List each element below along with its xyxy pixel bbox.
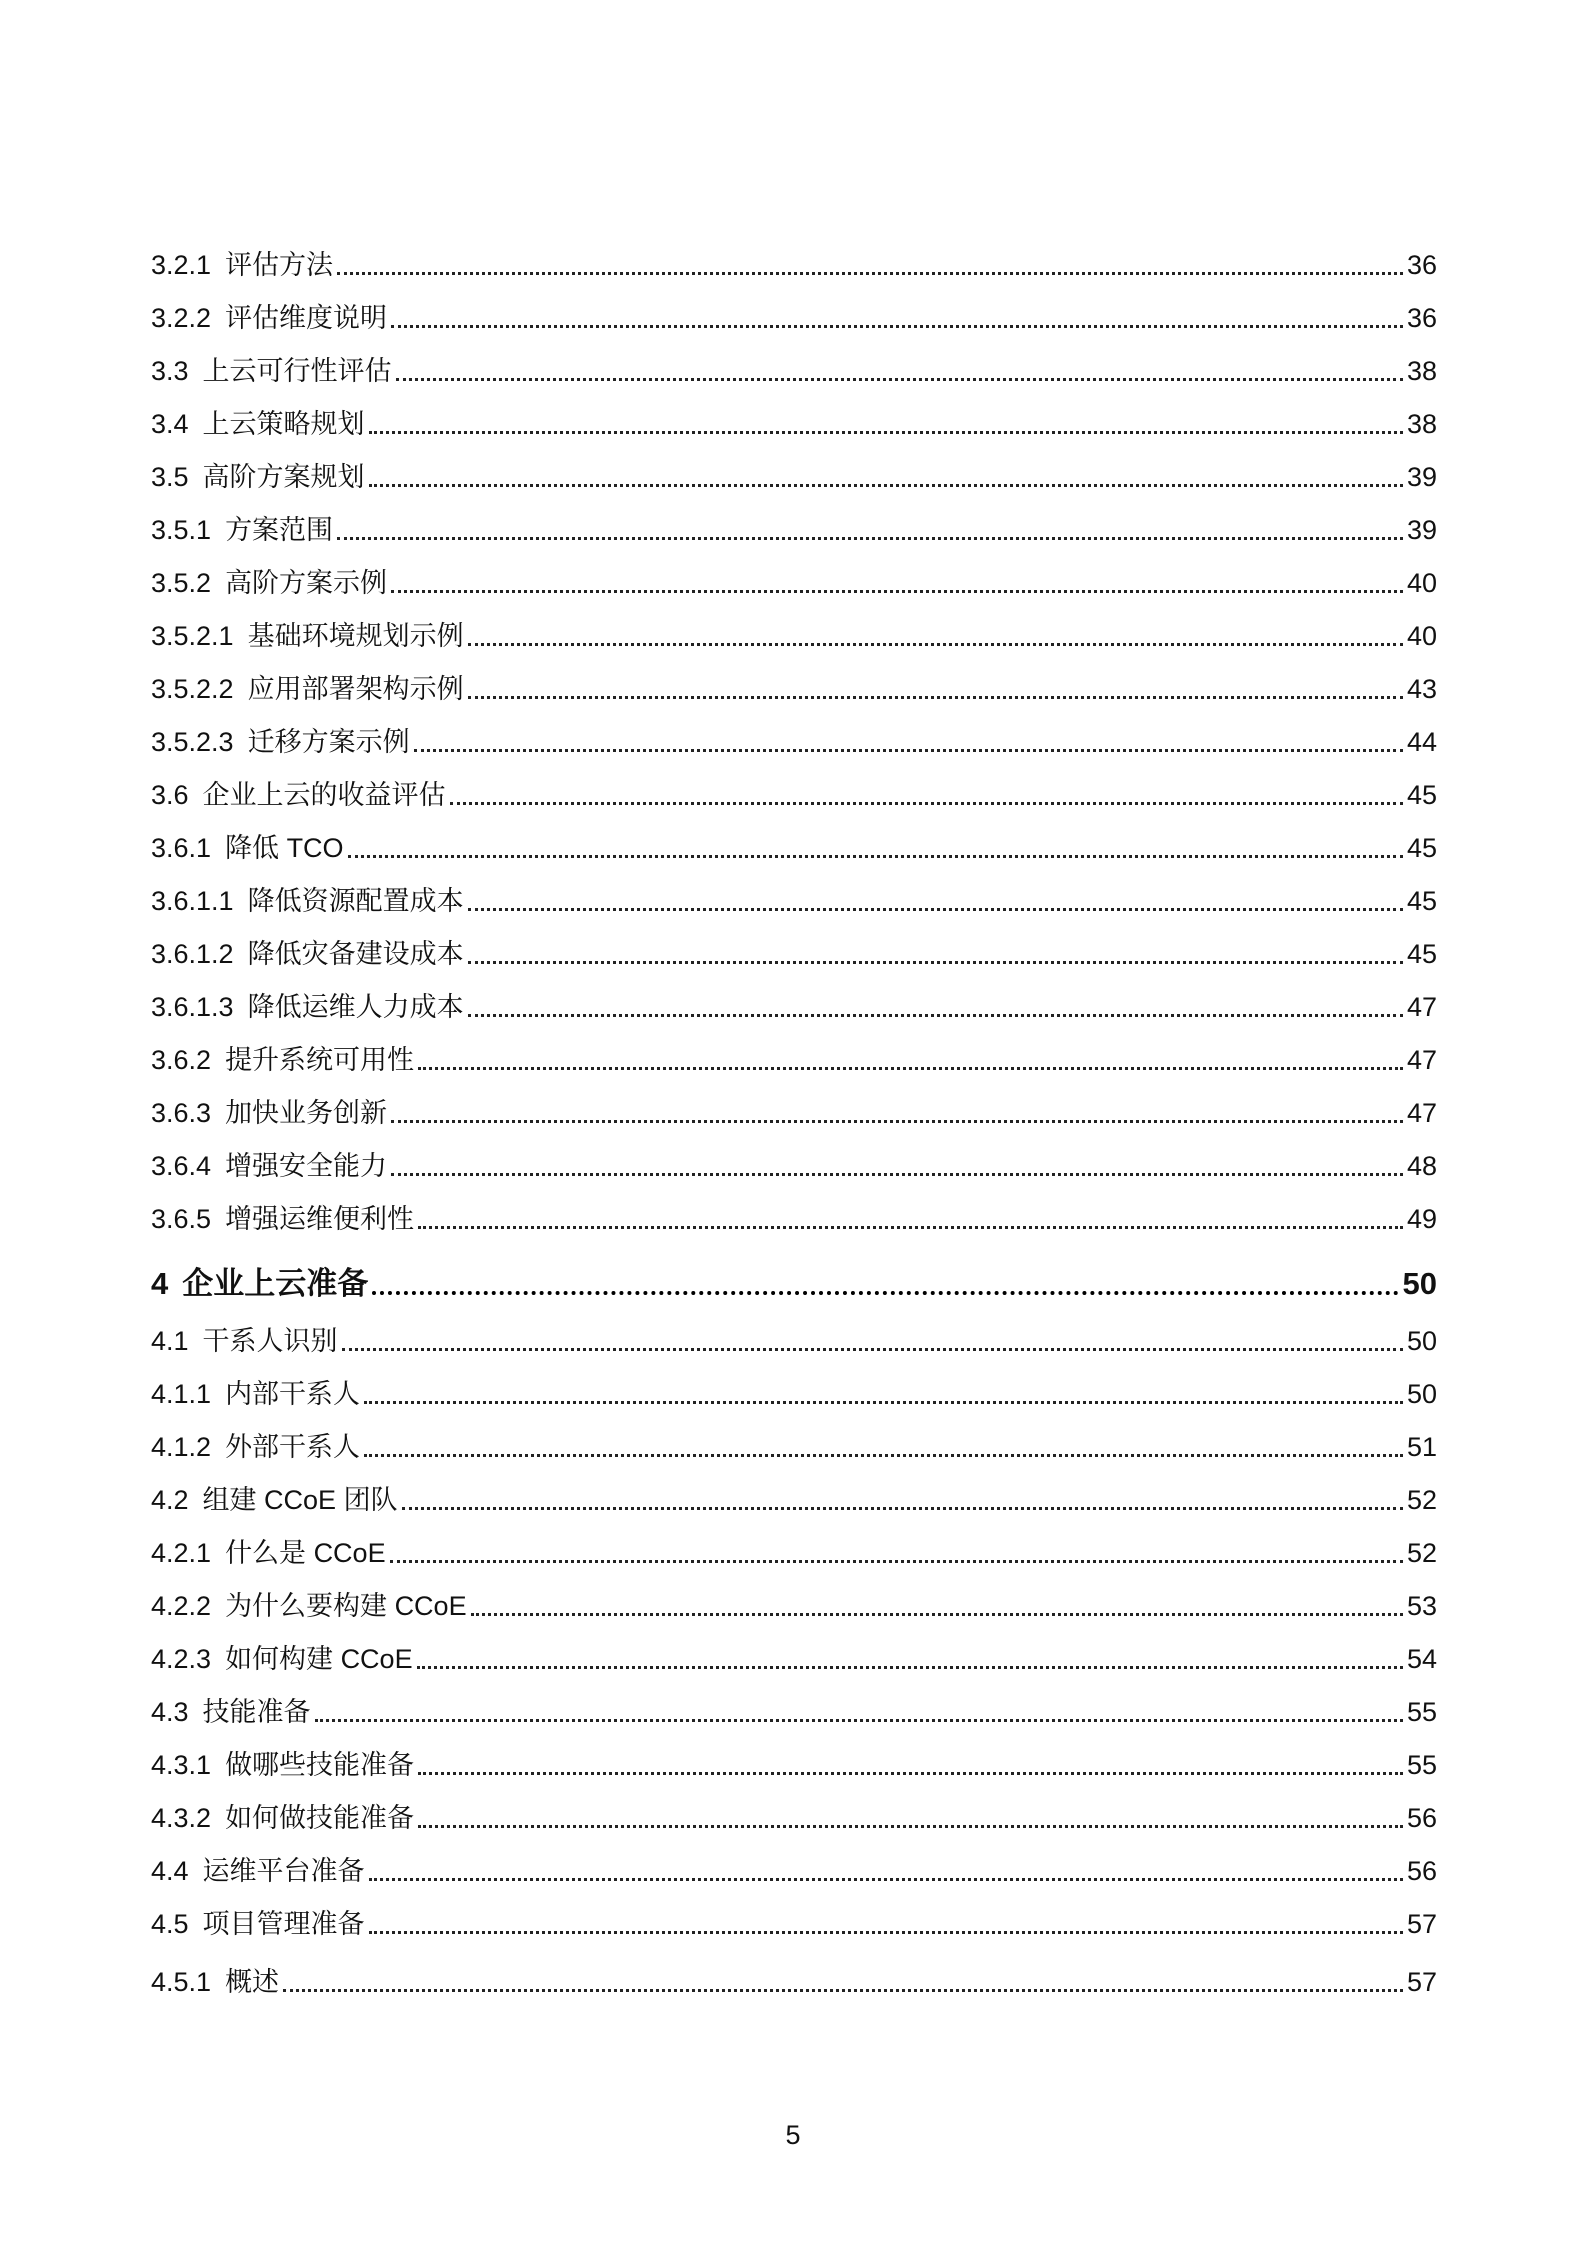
toc-entry[interactable] (151, 1127, 1437, 1180)
toc-entry-number: 4.1 (151, 1326, 189, 1356)
toc-dot-leader (418, 1772, 1403, 1775)
toc-entry-number: 4 (151, 1266, 169, 1301)
toc-entry-title: 如何构建 CCoE (225, 1644, 413, 1674)
toc-entry-page: 36 (1406, 250, 1437, 280)
toc-entry-page: 45 (1406, 939, 1437, 969)
toc-entry-number: 3.6.1.1 (151, 886, 234, 916)
toc-entry-number: 3.5.2 (151, 568, 212, 598)
toc-dot-leader (468, 908, 1403, 911)
toc-entry-number: 4.2 (151, 1485, 189, 1515)
toc-entry[interactable] (151, 597, 1437, 650)
toc-entry[interactable] (151, 1673, 1437, 1726)
toc-entry[interactable] (151, 650, 1437, 703)
toc-entry[interactable] (151, 1355, 1437, 1408)
toc-entry-page: 40 (1406, 621, 1437, 651)
toc-dot-leader (418, 1825, 1403, 1828)
toc-entry[interactable] (151, 915, 1437, 968)
toc-entry[interactable] (151, 226, 1437, 279)
toc-entry-number: 3.2.1 (151, 250, 212, 280)
toc-entry-number: 4.4 (151, 1856, 189, 1886)
toc-entry-number: 3.6.3 (151, 1098, 212, 1128)
toc-entry[interactable] (151, 1461, 1437, 1514)
toc-entry-page: 39 (1406, 515, 1437, 545)
toc-entry-page: 47 (1406, 992, 1437, 1022)
toc-entry-number: 3.6.5 (151, 1204, 212, 1234)
toc-dot-leader (391, 325, 1403, 328)
toc-entry-number: 4.3 (151, 1697, 189, 1727)
toc-entry-title: 降低 TCO (225, 833, 344, 863)
toc-dot-leader (418, 1067, 1403, 1070)
toc-entry-page: 45 (1406, 886, 1437, 916)
toc-entry-page: 38 (1406, 409, 1437, 439)
table-of-contents (151, 226, 1437, 1996)
toc-entry-page: 56 (1406, 1856, 1437, 1886)
toc-entry-title: 评估方法 (225, 250, 334, 280)
toc-entry-page: 43 (1406, 674, 1437, 704)
page-number: 5 (785, 2120, 801, 2150)
toc-entry-page: 47 (1406, 1045, 1437, 1075)
toc-entry-number: 3.5.2.1 (151, 621, 234, 651)
toc-entry-page: 50 (1406, 1326, 1437, 1356)
toc-entry[interactable] (151, 1938, 1437, 1996)
toc-entry-title: 为什么要构建 CCoE (225, 1591, 467, 1621)
toc-entry-page: 39 (1406, 462, 1437, 492)
toc-entry-page: 45 (1406, 780, 1437, 810)
toc-entry-page: 55 (1406, 1750, 1437, 1780)
toc-entry-title: 降低资源配置成本 (247, 886, 464, 916)
toc-dot-leader (364, 1454, 1403, 1457)
toc-dot-leader (414, 749, 1403, 752)
toc-dot-leader (369, 431, 1403, 434)
toc-entry-number: 3.6 (151, 780, 189, 810)
toc-entry-title: 干系人识别 (202, 1326, 338, 1356)
toc-dot-leader (471, 1613, 1403, 1616)
toc-entry-number: 4.1.1 (151, 1379, 212, 1409)
toc-dot-leader (468, 696, 1403, 699)
toc-entry[interactable] (151, 491, 1437, 544)
toc-dot-leader (337, 272, 1403, 275)
toc-entry[interactable] (151, 1180, 1437, 1233)
toc-entry[interactable] (151, 703, 1437, 756)
toc-entry-page: 48 (1406, 1151, 1437, 1181)
toc-entry-title: 迁移方案示例 (247, 727, 410, 757)
toc-entry-page: 54 (1406, 1644, 1437, 1674)
toc-entry-number: 3.6.1.2 (151, 939, 234, 969)
toc-entry-number: 4.5.1 (151, 1967, 212, 1997)
toc-entry[interactable] (151, 1726, 1437, 1779)
toc-entry-number: 4.3.2 (151, 1803, 212, 1833)
toc-entry-title: 内部干系人 (225, 1379, 361, 1409)
toc-entry[interactable] (151, 438, 1437, 491)
toc-entry-page: 38 (1406, 356, 1437, 386)
toc-dot-leader (337, 537, 1403, 540)
toc-dot-leader (369, 1931, 1403, 1934)
toc-entry-page: 57 (1406, 1909, 1437, 1939)
toc-dot-leader (348, 855, 1403, 858)
toc-entry-title: 上云可行性评估 (202, 356, 392, 386)
toc-dot-leader (369, 484, 1403, 487)
toc-dot-leader (418, 1226, 1403, 1229)
toc-entry-number: 3.5.2.3 (151, 727, 234, 757)
toc-entry-title: 提升系统可用性 (225, 1045, 415, 1075)
toc-dot-leader (364, 1401, 1403, 1404)
toc-dot-leader (396, 378, 1403, 381)
toc-dot-leader (372, 1291, 1398, 1295)
toc-entry-page: 49 (1406, 1204, 1437, 1234)
toc-entry-page: 50 (1402, 1266, 1437, 1301)
toc-entry-page: 56 (1406, 1803, 1437, 1833)
toc-entry-title: 概述 (225, 1967, 280, 1997)
toc-entry-title: 降低灾备建设成本 (247, 939, 464, 969)
toc-dot-leader (391, 1120, 1403, 1123)
toc-dot-leader (450, 802, 1403, 805)
toc-entry-number: 4.2.2 (151, 1591, 212, 1621)
toc-dot-leader (369, 1878, 1403, 1881)
toc-entry-title: 应用部署架构示例 (247, 674, 464, 704)
toc-entry-title: 如何做技能准备 (225, 1803, 415, 1833)
toc-dot-leader (342, 1348, 1403, 1351)
toc-dot-leader (391, 1173, 1403, 1176)
toc-entry[interactable] (151, 1832, 1437, 1885)
toc-dot-leader (315, 1719, 1403, 1722)
toc-entry-title: 企业上云的收益评估 (202, 780, 446, 810)
toc-entry-page: 52 (1406, 1538, 1437, 1568)
toc-entry-page: 57 (1406, 1967, 1437, 1997)
toc-entry-number: 3.4 (151, 409, 189, 439)
toc-entry[interactable] (151, 1021, 1437, 1074)
toc-dot-leader (283, 1989, 1403, 1992)
toc-entry-title: 做哪些技能准备 (225, 1750, 415, 1780)
toc-entry-number: 4.2.1 (151, 1538, 212, 1568)
toc-entry-title: 项目管理准备 (202, 1909, 365, 1939)
toc-entry-page: 55 (1406, 1697, 1437, 1727)
toc-entry-title: 加快业务创新 (225, 1098, 388, 1128)
toc-entry-page: 50 (1406, 1379, 1437, 1409)
toc-entry-number: 4.1.2 (151, 1432, 212, 1462)
toc-entry[interactable] (151, 385, 1437, 438)
toc-entry-number: 3.3 (151, 356, 189, 386)
toc-entry-title: 降低运维人力成本 (247, 992, 464, 1022)
toc-entry-page: 36 (1406, 303, 1437, 333)
toc-entry-page: 47 (1406, 1098, 1437, 1128)
toc-entry[interactable] (151, 1620, 1437, 1673)
toc-entry[interactable] (151, 1779, 1437, 1832)
toc-entry-page: 53 (1406, 1591, 1437, 1621)
toc-dot-leader (468, 643, 1403, 646)
toc-entry[interactable] (151, 756, 1437, 809)
toc-entry[interactable] (151, 862, 1437, 915)
toc-dot-leader (402, 1507, 1403, 1510)
toc-entry-number: 3.2.2 (151, 303, 212, 333)
toc-entry-number: 4.5 (151, 1909, 189, 1939)
toc-entry-page: 44 (1406, 727, 1437, 757)
toc-entry-title: 组建 CCoE 团队 (202, 1485, 398, 1515)
toc-entry-number: 4.2.3 (151, 1644, 212, 1674)
toc-entry[interactable] (151, 544, 1437, 597)
toc-entry[interactable] (151, 1408, 1437, 1461)
toc-entry[interactable] (151, 1885, 1437, 1938)
toc-entry[interactable] (151, 809, 1437, 862)
toc-entry-number: 3.6.4 (151, 1151, 212, 1181)
toc-entry-title: 增强运维便利性 (225, 1204, 415, 1234)
toc-entry-page: 40 (1406, 568, 1437, 598)
toc-entry[interactable] (151, 1514, 1437, 1567)
toc-entry-title: 运维平台准备 (202, 1856, 365, 1886)
toc-entry[interactable] (151, 1567, 1437, 1620)
toc-dot-leader (468, 1014, 1403, 1017)
toc-entry-number: 4.3.1 (151, 1750, 212, 1780)
toc-entry-number: 3.5.1 (151, 515, 212, 545)
toc-entry-number: 3.6.2 (151, 1045, 212, 1075)
toc-entry[interactable] (151, 968, 1437, 1021)
toc-entry-title: 什么是 CCoE (225, 1538, 386, 1568)
toc-dot-leader (417, 1666, 1403, 1669)
toc-entry-title: 高阶方案示例 (225, 568, 388, 598)
toc-entry-page: 45 (1406, 833, 1437, 863)
toc-dot-leader (390, 1560, 1403, 1563)
toc-entry-title: 外部干系人 (225, 1432, 361, 1462)
toc-entry-title: 高阶方案规划 (202, 462, 365, 492)
toc-entry-page: 51 (1406, 1432, 1437, 1462)
toc-entry[interactable] (151, 279, 1437, 332)
toc-entry-title: 企业上云准备 (182, 1266, 369, 1301)
toc-entry-number: 3.6.1.3 (151, 992, 234, 1022)
toc-entry-title: 方案范围 (225, 515, 334, 545)
toc-entry-title: 评估维度说明 (225, 303, 388, 333)
toc-entry-page: 52 (1406, 1485, 1437, 1515)
toc-entry-number: 3.6.1 (151, 833, 212, 863)
toc-entry-title: 上云策略规划 (202, 409, 365, 439)
toc-dot-leader (391, 590, 1403, 593)
toc-dot-leader (468, 961, 1403, 964)
toc-chapter-entry[interactable] (151, 1233, 1437, 1299)
toc-entry[interactable] (151, 332, 1437, 385)
toc-entry[interactable] (151, 1074, 1437, 1127)
toc-entry-number: 3.5.2.2 (151, 674, 234, 704)
toc-entry-title: 增强安全能力 (225, 1151, 388, 1181)
toc-entry-title: 基础环境规划示例 (247, 621, 464, 651)
toc-entry[interactable] (151, 1299, 1437, 1355)
toc-entry-title: 技能准备 (202, 1697, 311, 1727)
toc-entry-number: 3.5 (151, 462, 189, 492)
